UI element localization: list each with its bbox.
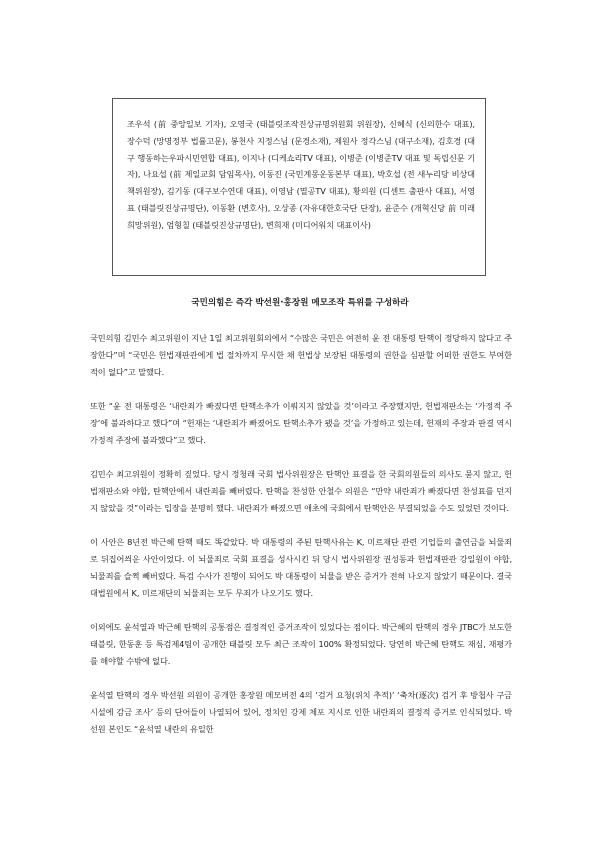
names-box bbox=[112, 98, 486, 276]
page-title: 국민의힘은 즉각 박선원·홍장원 메모조작 특위를 구성하라 bbox=[191, 298, 409, 308]
paragraph-3: 김민수 최고위원이 정확히 짚었다. 당시 정청래 국회 법사위원장은 탄핵안 표결을 한 국회의원들의 의사도 묻지 않고, 헌법재판소와 야합, 탄핵안에서 내란죄를 빼버렸다. 탄핵을 찬성한 안철수 의원은 “만약 내란죄가 빠졌다면 찬성표를 던지지 않았을 것”이라는 입장을 분명히 했다. 내란죄가 빠졌으면 애초에 국회에서 탄핵안은 부결되었을 수도 있었던 것이다. bbox=[90, 469, 512, 513]
paragraph-2: 또한 “윤 전 대통령은 ‘내란죄가 빠졌다면 탄핵소추가 이뤄지지 않았을 것’이라고 주장했지만, 헌법재판소는 ‘가정적 주장’에 불과하다고 했다”며 “헌재는 ‘내란죄가 빠졌어도 탄핵소추가 됐을 것’을 가정하고 있는데, 헌재의 주장과 판결 역시 가정적 주장에 불과했다”고 했다. bbox=[90, 401, 512, 445]
paragraph-1: 국민의힘 김민수 최고위원이 지난 1일 최고위원회의에서 “수많은 국민은 여전히 윤 전 대통령 탄핵이 정당하지 않다고 주장한다”며 “국민은 헌법재판관에게 법 절차까지 무시한 채 헌법상 보장된 대통령의 권한을 심판할 어떠한 권한도 부여한 적이 없다”고 말했다. bbox=[90, 333, 512, 377]
paragraph-6: 윤석열 탄핵의 경우 박선원 의원이 공개한 홍장원 메모버전 4의 ‘검거 요청(위치 추적)’ ‘축차(逐次) 검거 후 방첩사 구금 시설에 감금 조사’ 등의 단어들이 나열되어 있어, 정치인 강제 체포 지시로 인한 내란죄의 결정적 증거로 인식되었다. 박선원 본인도 “윤석열 내란의 유일한 bbox=[90, 690, 512, 734]
body-content bbox=[90, 330, 512, 755]
paragraph-5: 이외에도 윤석열과 박근혜 탄핵의 공통점은 결정적인 증거조작이 있었다는 점이다. 박근혜의 탄핵의 경우 JTBC가 보도한 태블릿, 한동훈 등 특검제4팀이 공개한 태블릿 모두 최근 조작이 100% 확정되었다. 당연히 박근혜 탄핵도 재심, 재평가를 해야할 수밖에 없다. bbox=[90, 622, 512, 666]
names-list: 조우석 (前 중앙일보 기자), 오영국 (태블릿조작진상규명위원회 위원장), 신혜식 (신의한수 대표), 장수덕 (망명정부 법률고문), 봉천사 지정스님 (문경소재), 제원사 정각스님 (대구소재), 김호경 (대구 행동하는우파시민연합 대표), 이지나 (디케쇼리TV 대표), 이병준 (이병준TV 대표 및 독립신문 기자), 나요섭 (前 제일교회 담임목사), 이동진 (국민계몽운동본부 대표), 박호섭 (전 새누리당 비상대책위원장), 김기동 (대구보수연대 대표), 이영남 (멸공TV 대표), 황의원 (디센트 출판사 대표), 서영표 (태블릿진상규명단), 이동환 (변호사), 오상종 (자유대한호국단 단장), 윤준수 (개혁신당 前 미래희망위원), 엄형칠 (태블릿진상규명단), 변희재 (미디어워치 대표이사) bbox=[127, 119, 475, 230]
paragraph-4: 이 사안은 8년전 박근혜 탄핵 때도 똑같았다. 박 대통령의 주된 탄핵사유는 K, 미르재단 관련 기업들의 출연금을 뇌물죄로 뒤집어씌운 사안이었다. 이 뇌물죄로 국회 표결을 성사시킨 뒤 당시 법사위원장 권성동과 헌법재판관 강일원이 야합, 뇌물죄를 슬쩍 빼버렸다. 특검 수사가 진행이 되어도 박 대통령이 뇌물을 받은 증거가 전혀 나오지 않았기 때문이다. 결국 대법원에서 K, 미르재단의 뇌물죄는 모두 무죄가 나오기도 했다. bbox=[90, 537, 512, 598]
